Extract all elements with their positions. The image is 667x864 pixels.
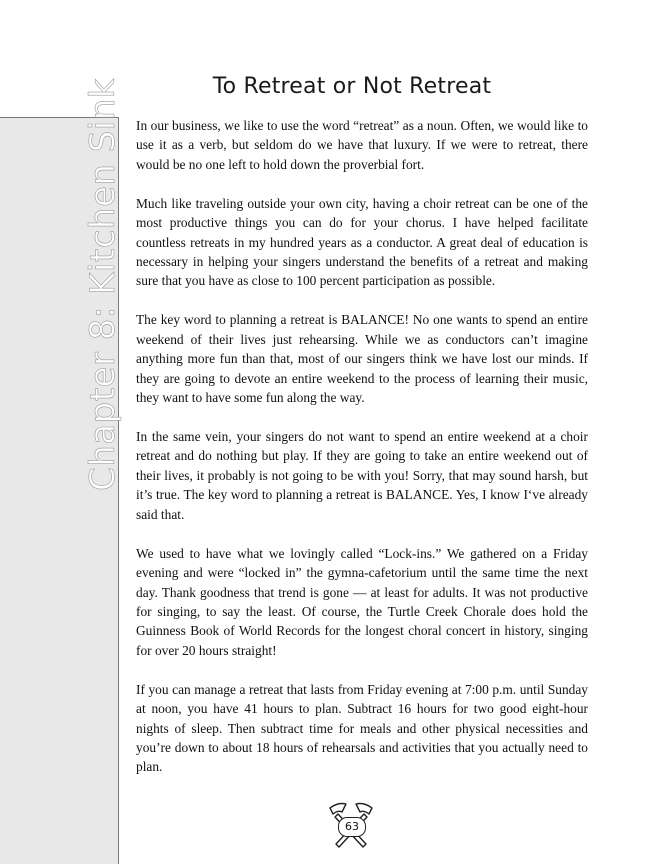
page-footer <box>324 800 378 850</box>
body-text <box>136 116 588 796</box>
page-number: 63 <box>338 817 366 837</box>
paragraph: Much like traveling outside your own city, having a choir retreat can be one of the most productive things you can do for your chorus. I have helped facilitate countless retreats in my hundred years as a conductor. A great deal of education is necessary in helping your singers understand the benefits of a retreat and making sure that you have as close to 100 percent participation as possible. <box>136 195 588 289</box>
paragraph: We used to have what we lovingly called “Lock-ins.” We gathered on a Friday evening and were “locked in” the gymna-cafetorium until the same time the next day. Thank goodness that trend is gone — at least for adults. It was not productive for singing, to say the least. Of course, the Turtle Creek Chorale does hold the Guinness Book of World Records for the longest choral concert in history, singing for over 20 hours straight! <box>136 545 588 658</box>
paragraph: In our business, we like to use the word “retreat” as a noun. Often, we would like to use it as a verb, but seldom do we have that luxury. If we were to retreat, there would be no one left to hold down the proverbial fort. <box>136 118 588 172</box>
paragraph: The key word to planning a retreat is BALANCE! No one wants to spend an entire weekend of their lives just rehearsing. While we as conductors can’t imagine anything more fun than that, most of our singers think we have lost our minds. If they are going to devote an entire weekend to the process of learning their music, they want to have some fun along the way. <box>136 312 588 406</box>
paragraph: If you can manage a retreat that lasts from Friday evening at 7:00 p.m. until Sunday at noon, you have 41 hours to plan. Subtract 16 hours for two good eight-hour nights of sleep. Then subtract time for meals and other physical necessities and you’re down to about 18 hours of rehearsals and activities that you actually need to plan. <box>136 681 588 775</box>
page-title: To Retreat or Not Retreat <box>212 74 492 99</box>
chapter-tab-label: Chapter 8: Kitchen Sink <box>83 78 123 491</box>
paragraph: In the same vein, your singers do not want to spend an entire weekend at a choir retreat and do nothing but play. If they are going to take an entire weekend out of their lives, it probably is not going to be with you! Sorry, that may sound harsh, but it’s true. The key word to planning a retreat is BALANCE. Yes, I know I‘ve already said that. <box>136 429 588 522</box>
